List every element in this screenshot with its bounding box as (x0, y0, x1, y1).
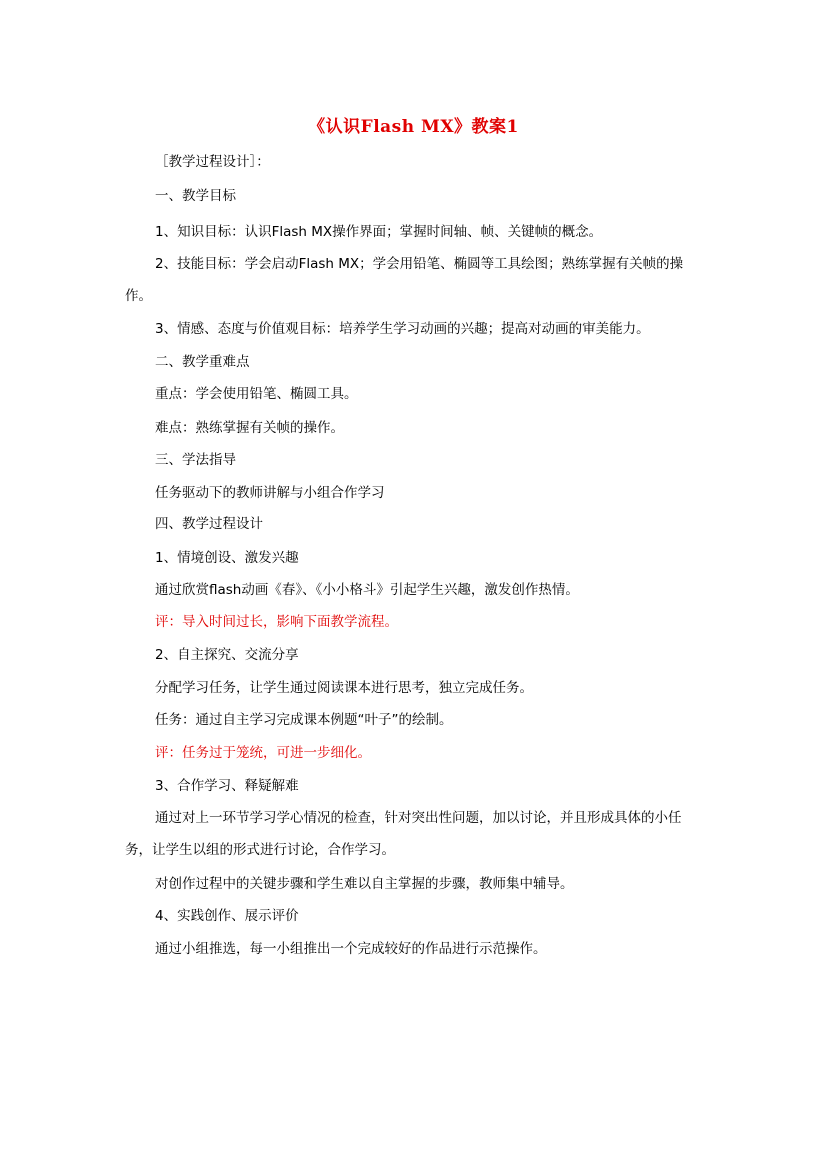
step-3-heading: 3、合作学习、释疑解难 (155, 778, 299, 794)
key-point: 重点：学会使用铅笔、椭圆工具。 (155, 386, 358, 402)
heading-teaching-objectives: 一、教学目标 (155, 188, 236, 204)
learning-guidance-text: 任务驱动下的教师讲解与小组合作学习 (155, 485, 385, 501)
step-2-task: 任务：通过自主学习完成课本例题“叶子”的绘制。 (155, 712, 453, 728)
difficult-point: 难点：熟练掌握有关帧的操作。 (155, 420, 344, 436)
step-2-text: 分配学习任务，让学生通过阅读课本进行思考，独立完成任务。 (155, 680, 533, 696)
heading-process-design: 四、教学过程设计 (155, 516, 263, 532)
step-4-text: 通过小组推选，每一小组推出一个完成较好的作品进行示范操作。 (155, 941, 547, 957)
step-3-text: 通过对上一环节学习学心情况的检查，针对突出性问题，加以讨论，并且形成具体的小任务，让学生以组的形式进行讨论，合作学习。 (125, 810, 682, 858)
step-2-heading: 2、自主探究、交流分享 (155, 647, 299, 663)
objective-skill: 2、技能目标：学会启动Flash MX；学会用铅笔、椭圆等工具绘图；熟练掌握有关帧的操作。 (125, 256, 684, 304)
heading-learning-guidance: 三、学法指导 (155, 452, 236, 468)
step-1-heading: 1、情境创设、激发兴趣 (155, 550, 299, 566)
step-3-text-2: 对创作过程中的关键步骤和学生难以自主掌握的步骤，教师集中辅导。 (155, 876, 574, 892)
objective-emotion: 3、情感、态度与价值观目标：培养学生学习动画的兴趣；提高对动画的审美能力。 (155, 321, 650, 337)
step-1-text: 通过欣赏flash动画《春》、《小小格斗》引起学生兴趣，激发创作热情。 (155, 582, 579, 598)
step-2-comment: 评：任务过于笼统，可进一步细化。 (155, 745, 371, 761)
objective-knowledge: 1、知识目标：认识Flash MX操作界面；掌握时间轴、帧、关键帧的概念。 (155, 224, 603, 240)
section-intro: ［教学过程设计］： (155, 154, 270, 170)
document-title: 《认识Flash MX》教案1 (308, 117, 519, 137)
step-4-heading: 4、实践创作、展示评价 (155, 908, 299, 924)
heading-key-difficult-points: 二、教学重难点 (155, 354, 250, 370)
step-1-comment: 评：导入时间过长，影响下面教学流程。 (155, 614, 398, 630)
